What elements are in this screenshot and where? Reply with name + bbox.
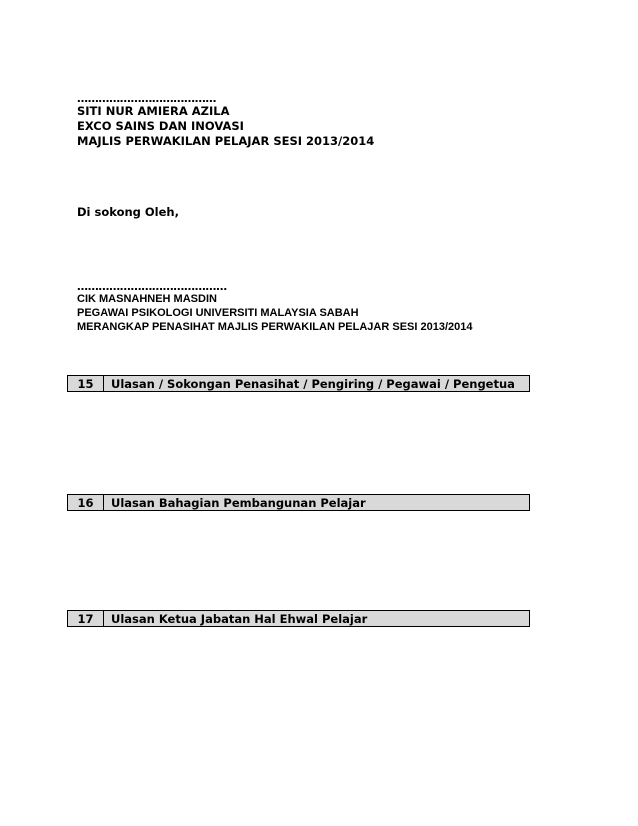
signatory-organization: MAJLIS PERWAKILAN PELAJAR SESI 2013/2014 bbox=[77, 134, 375, 148]
section-number: 15 bbox=[68, 376, 104, 391]
signatory-role: EXCO SAINS DAN INOVASI bbox=[77, 119, 244, 133]
section-title: Ulasan Bahagian Pembangunan Pelajar bbox=[111, 495, 366, 510]
signatory-name: CIK MASNAHNEH MASDIN bbox=[77, 293, 217, 305]
signature-line: …………………………………… bbox=[77, 280, 227, 293]
section-title: Ulasan Ketua Jabatan Hal Ehwal Pelajar bbox=[111, 611, 368, 626]
signature-line: ………………………………… bbox=[77, 92, 217, 105]
section-17-header bbox=[67, 610, 530, 627]
signatory-2-block bbox=[77, 282, 472, 334]
signatory-role: PEGAWAI PSIKOLOGI UNIVERSITI MALAYSIA SABAH bbox=[77, 307, 359, 319]
signatory-1-block bbox=[77, 94, 374, 149]
supported-by-label: Di sokong Oleh, bbox=[77, 205, 179, 219]
section-number: 17 bbox=[68, 611, 104, 626]
signatory-name: SITI NUR AMIERA AZILA bbox=[77, 104, 230, 118]
section-15-header bbox=[67, 375, 530, 392]
section-title: Ulasan / Sokongan Penasihat / Pengiring / Pegawai / Pengetua bbox=[111, 376, 515, 391]
section-16-header bbox=[67, 494, 530, 511]
signatory-organization: MERANGKAP PENASIHAT MAJLIS PERWAKILAN PELAJAR SESI 2013/2014 bbox=[77, 321, 473, 333]
section-number: 16 bbox=[68, 495, 104, 510]
